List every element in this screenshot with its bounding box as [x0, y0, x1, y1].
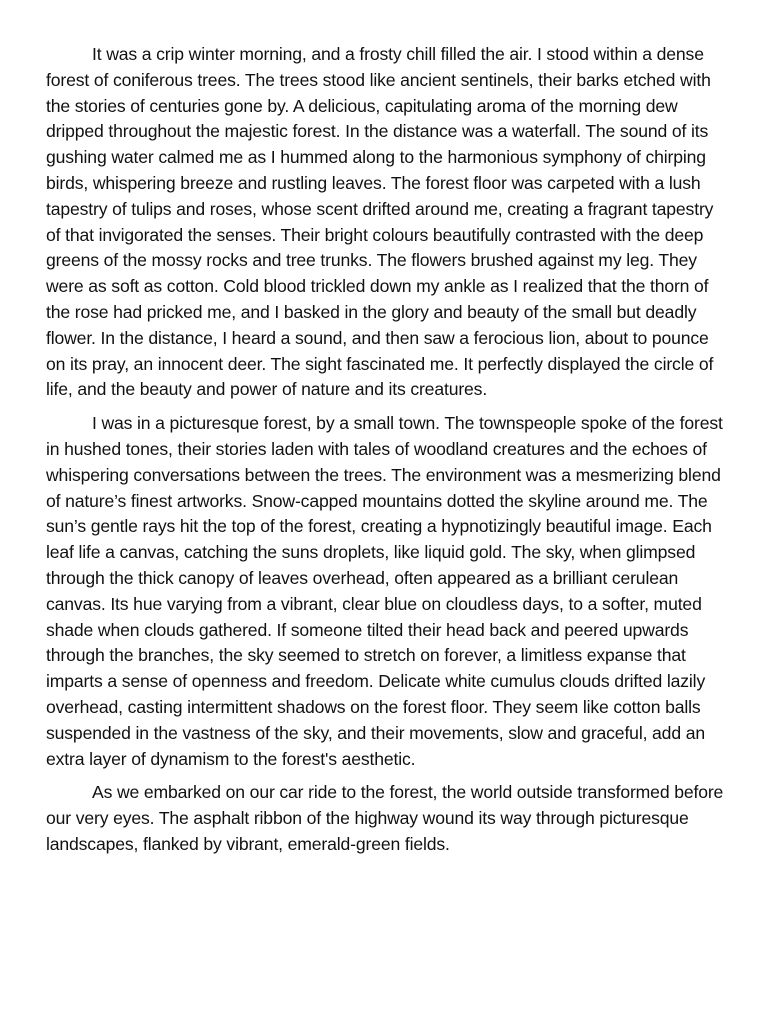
paragraph-3: As we embarked on our car ride to the forest, the world outside transformed before our very eyes. The asphalt ribbon of the highway wound its way through picturesque landscapes, flanked by vibrant, emerald-green fields. [46, 782, 724, 854]
paragraph-2: I was in a picturesque forest, by a small town. The townspeople spoke of the forest in hushed tones, their stories laden with tales of woodland creatures and the echoes of whispering conversations between the trees. The environment was a mesmerizing blend of nature’s finest artworks. Snow-capped mountains dotted the skyline around me. The sun’s gentle rays hit the top of the forest, creating a hypnotizingly beautiful image. Each leaf life a canvas, catching the suns droplets, like liquid gold. The sky, when glimpsed through the thick canopy of leaves overhead, often appeared as a brilliant cerulean canvas. Its hue varying from a vibrant, clear blue on cloudless days, to a softer, muted shade when clouds gathered. If someone tilted their head back and peered upwards through the branches, the sky seemed to stretch on forever, a limitless expanse that imparts a sense of openness and freedom. Delicate white cumulus clouds drifted lazily overhead, casting intermittent shadows on the forest floor. They seem like cotton balls suspended in the vastness of the sky, and their movements, slow and graceful, add an extra layer of dynamism to the forest's aesthetic. [46, 413, 723, 769]
paragraph-1: It was a crip winter morning, and a frosty chill filled the air. I stood within a dense forest of coniferous trees. The trees stood like ancient sentinels, their barks etched with the stories of centuries gone by. A delicious, capitulating aroma of the morning dew dripped throughout the majestic forest. In the distance was a waterfall. The sound of its gushing water calmed me as I hummed along to the harmonious symphony of chirping birds, whispering breeze and rustling leaves. The forest floor was carpeted with a lush tapestry of tulips and roses, whose scent drifted around me, creating a fragrant tapestry of that invigorated the senses. Their bright colours beautifully contrasted with the deep greens of the mossy rocks and tree trunks. The flowers brushed against my leg. They were as soft as cotton. Cold blood trickled down my ankle as I realized that the thorn of the rose had pricked me, and I basked in the glory and beauty of the small but deadly flower. In the distance, I heard a sound, and then saw a ferocious lion, about to pounce on its pray, an innocent deer. The sight fascinated me. It perfectly displayed the circle of life, and the beauty and power of nature and its creatures. [46, 44, 714, 400]
document-page [46, 42, 726, 866]
